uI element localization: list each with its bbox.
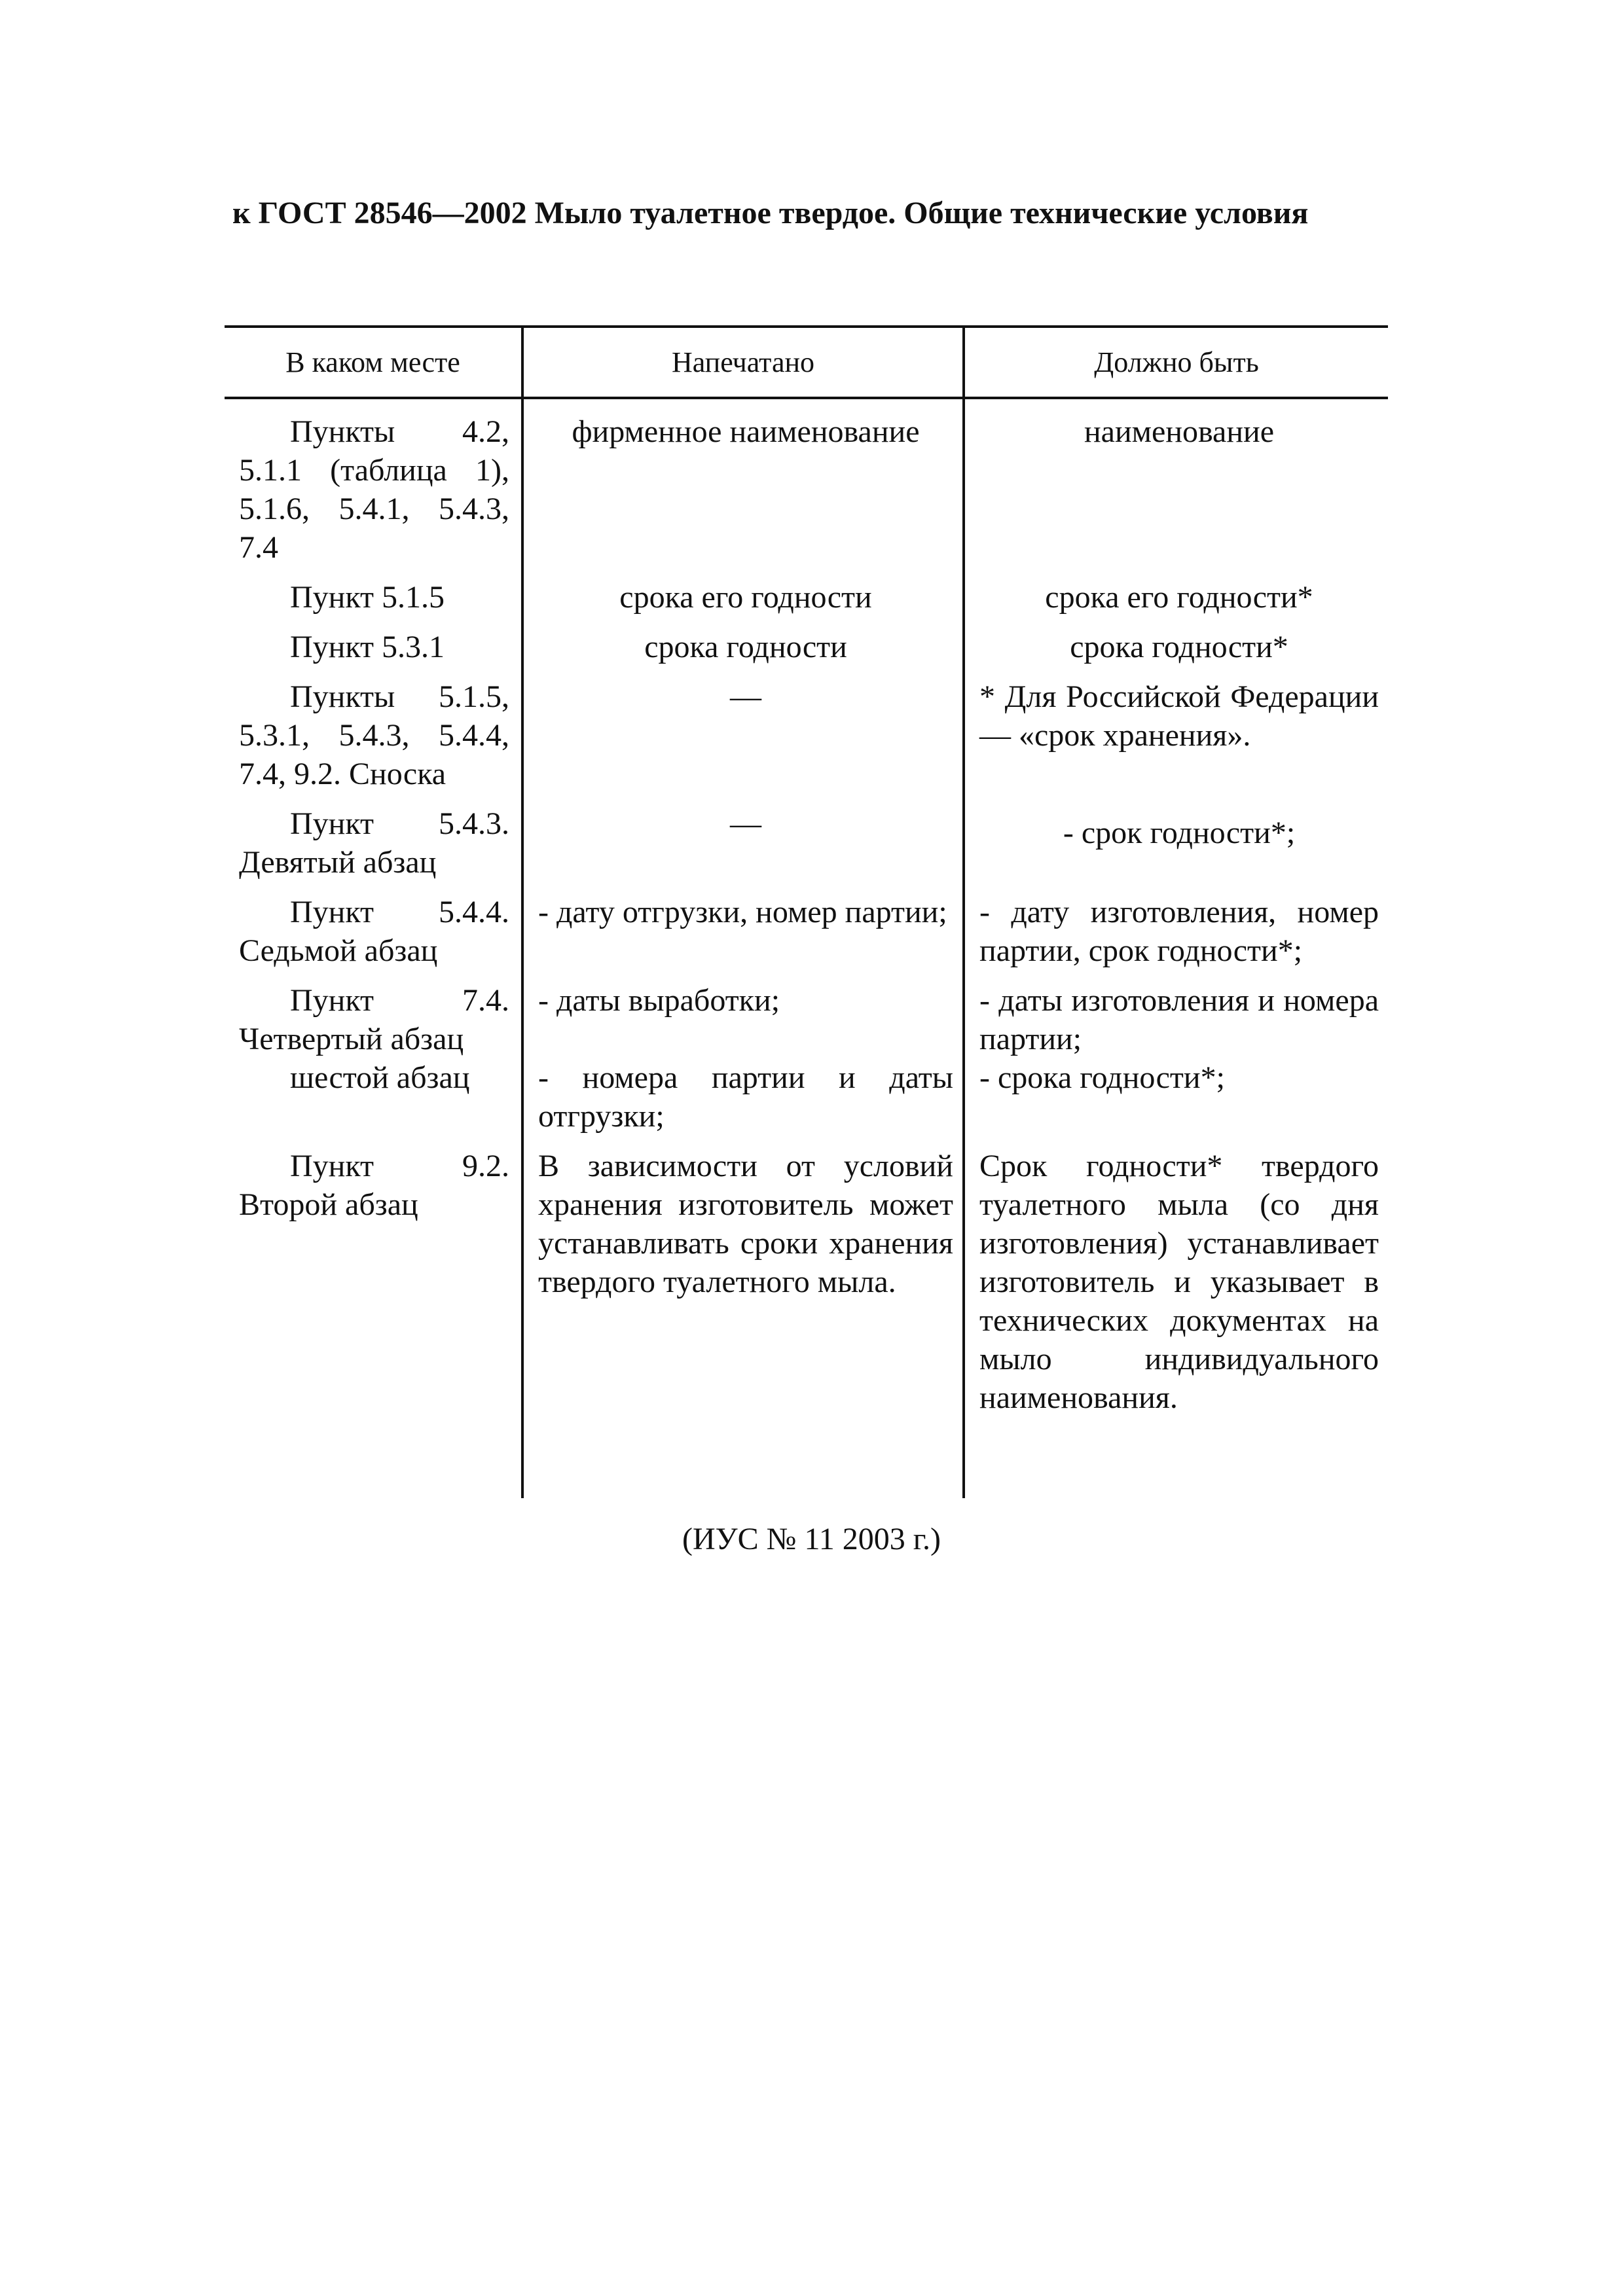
cell-should-be: наименование <box>1084 414 1275 449</box>
cell-should-be: * Для Российской Федерации — «срок хранения». <box>979 679 1379 753</box>
table-row <box>225 628 1388 677</box>
header-where: В каком месте <box>225 327 522 398</box>
table-row <box>225 804 1388 893</box>
cell-where: Пункт 5.4.3. Девятый абзац <box>225 804 522 893</box>
header-printed: Напечатано <box>522 327 964 398</box>
cell-printed: фирменное наименование <box>522 398 964 578</box>
corrections-table <box>225 325 1388 1479</box>
cell-printed-part-b: - номера партии и даты отгрузки; <box>538 1060 953 1134</box>
cell-where-part-b: шестой абзац <box>290 1060 470 1095</box>
cell-printed: В зависимости от условий хранения изготовитель может устанавливать сроки хранения твердого туалетного мыла. <box>522 1147 964 1498</box>
cell-where-part-a: Пункт 7.4. Четвертый абзац <box>239 983 509 1056</box>
cell-where: Пункт 5.4.4. Седьмой абзац <box>225 893 522 981</box>
table-row <box>225 1147 1388 1498</box>
cell-should-be-part-a: - даты изготовления и номера партии; <box>979 983 1379 1056</box>
cell-where: Пункты 5.1.5, 5.3.1, 5.4.3, 5.4.4, 7.4, 9.2. Сноска <box>225 677 522 804</box>
table-row <box>225 981 1388 1147</box>
cell-should-be: - дату изготовления, номер партии, срок годности*; <box>979 895 1379 968</box>
cell-should-be <box>964 981 1388 1147</box>
cell-where: Пункты 4.2, 5.1.1 (таблица 1), 5.1.6, 5.4.1, 5.4.3, 7.4 <box>225 398 522 578</box>
cell-printed: — <box>522 804 964 893</box>
cell-printed: срока его годности <box>522 578 964 628</box>
cell-should-be: срока его годности* <box>1045 580 1313 615</box>
table-row <box>225 398 1388 578</box>
table-row <box>225 893 1388 981</box>
cell-where: Пункт 5.1.5 <box>225 578 522 628</box>
footer-reference: (ИУС № 11 2003 г.) <box>682 1522 941 1556</box>
cell-where <box>225 981 522 1147</box>
table-row <box>225 677 1388 804</box>
cell-printed: — <box>522 677 964 804</box>
cell-printed: срока годности <box>522 628 964 677</box>
table-header-row <box>225 327 1388 398</box>
cell-where: Пункт 9.2. Второй абзац <box>225 1147 522 1498</box>
cell-should-be: - срок годности*; <box>1063 816 1296 850</box>
document-title: к ГОСТ 28546—2002 Мыло туалетное твердое. Общие технические условия <box>232 196 1309 230</box>
cell-printed-part-a: - даты выработки; <box>538 983 780 1018</box>
cell-where: Пункт 5.3.1 <box>225 628 522 677</box>
cell-should-be-part-b: - срока годности*; <box>979 1060 1225 1095</box>
cell-should-be: срока годности* <box>1070 630 1288 664</box>
cell-printed: - дату отгрузки, номер партии; <box>522 893 964 981</box>
table-row <box>225 578 1388 628</box>
cell-printed <box>522 981 964 1147</box>
header-should-be: Должно быть <box>964 327 1388 398</box>
cell-should-be: Срок годности* твердого туалетного мыла (со дня изготовления) устанавливает изготовитель и указывает в технических документах на мыло индивидуального наименования. <box>979 1149 1379 1415</box>
